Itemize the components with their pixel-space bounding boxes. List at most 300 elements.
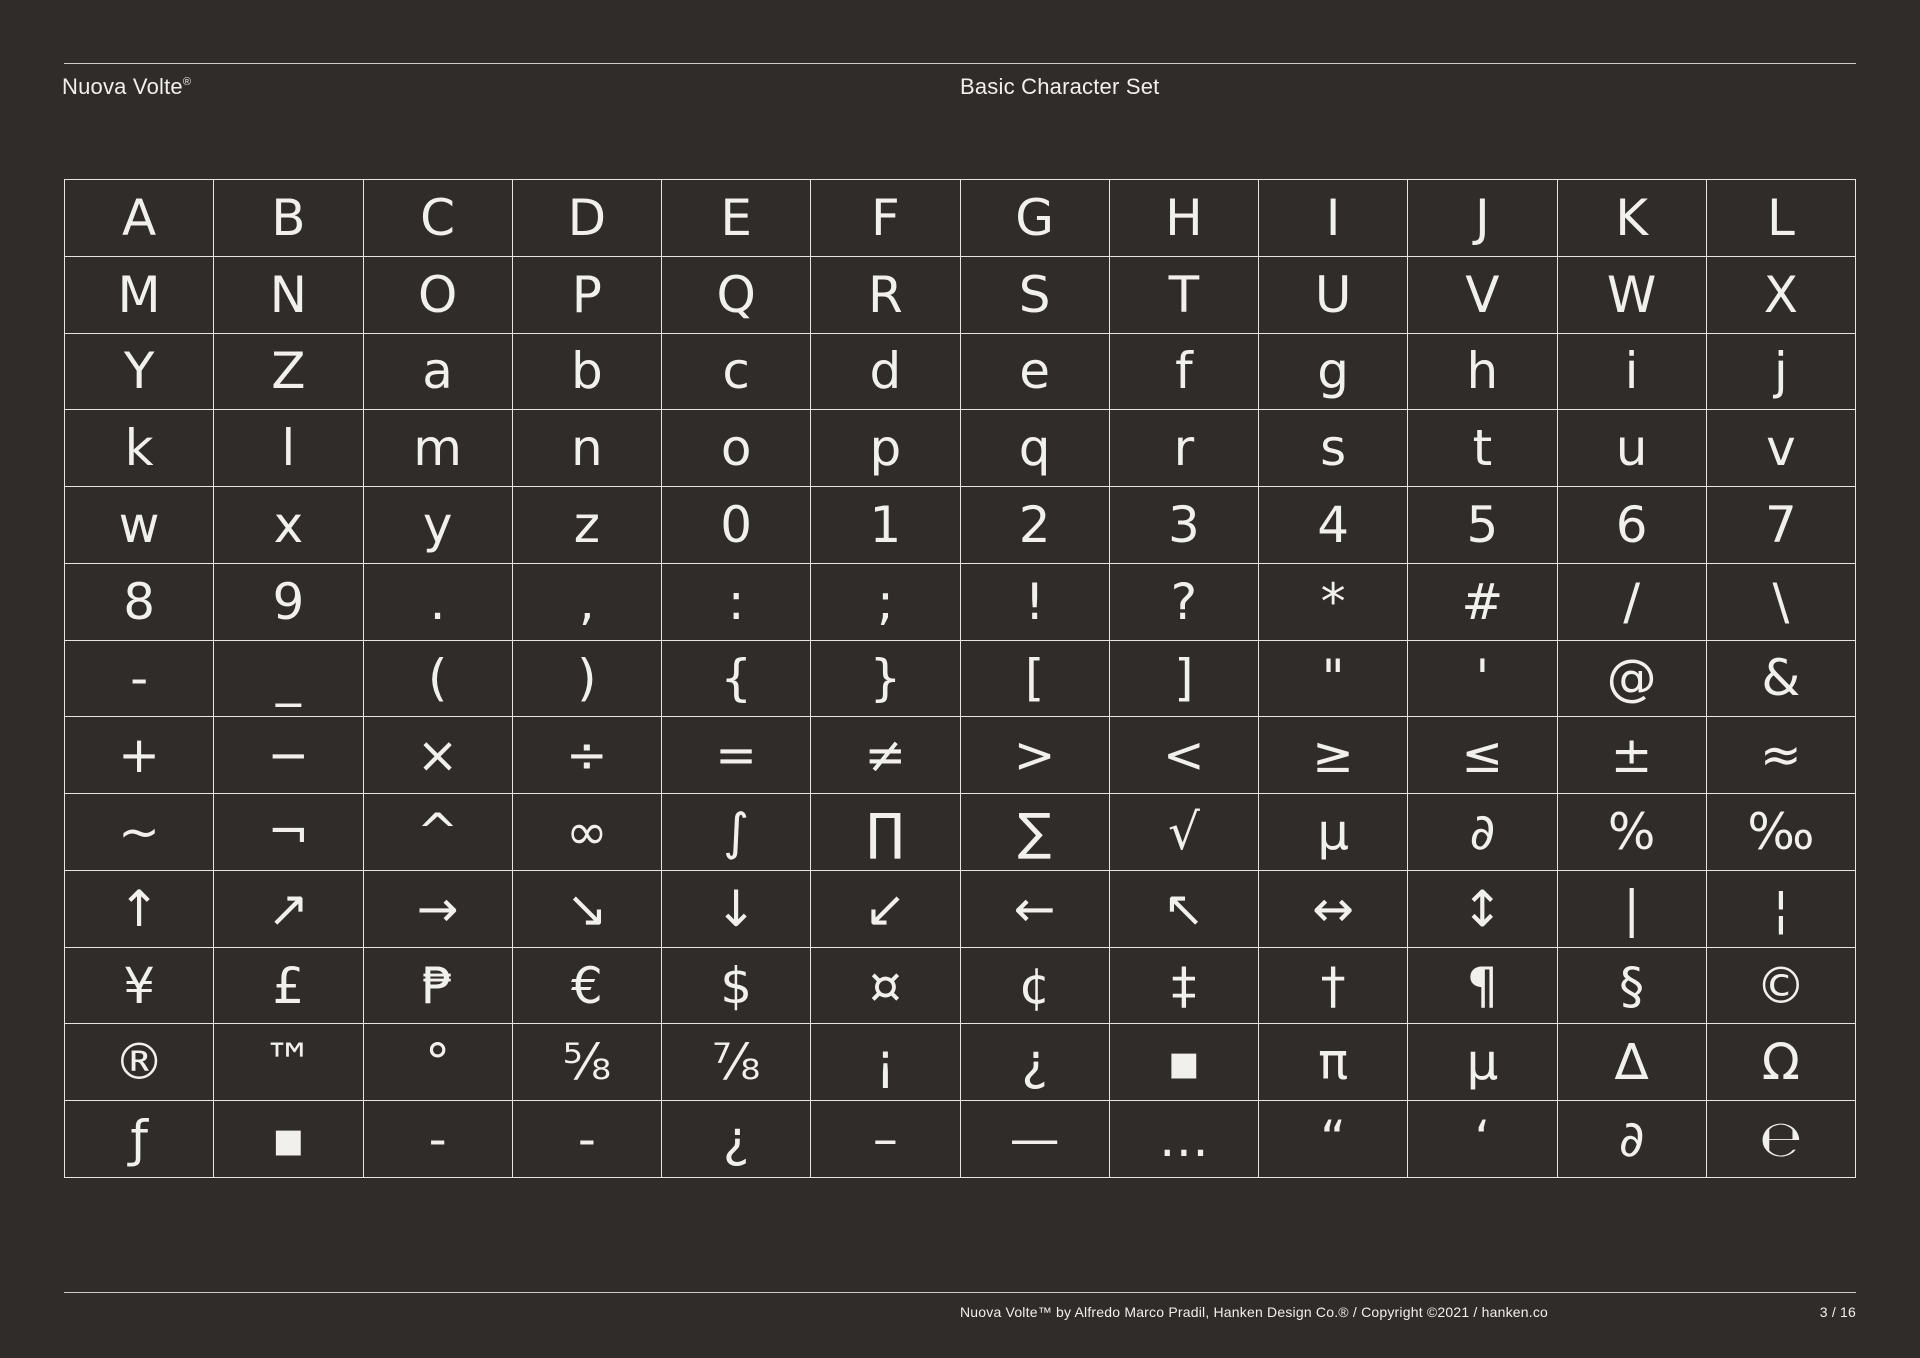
glyph-cell [65, 564, 214, 641]
glyph: . [429, 572, 446, 631]
glyph: – [872, 1110, 898, 1169]
glyph-cell [961, 564, 1110, 641]
glyph: { [720, 649, 753, 708]
glyph-cell [1408, 794, 1557, 871]
glyph-cell [811, 334, 960, 411]
glyph-cell [214, 257, 363, 334]
glyph: x [273, 495, 304, 554]
glyph: ≈ [1759, 726, 1802, 785]
glyph-cell [214, 410, 363, 487]
glyph: $ [720, 956, 753, 1015]
glyph: 4 [1317, 495, 1350, 554]
glyph: > [1013, 726, 1056, 785]
glyph: a [422, 342, 453, 401]
glyph: 0 [720, 495, 753, 554]
glyph-cell [1259, 641, 1408, 718]
glyph: B [271, 188, 306, 247]
glyph-cell [364, 871, 513, 948]
glyph-cell [1259, 257, 1408, 334]
glyph-cell [1110, 257, 1259, 334]
glyph: ¶ [1466, 956, 1499, 1015]
glyph-cell [1110, 487, 1259, 564]
glyph-cell [364, 717, 513, 794]
glyph: f [1175, 342, 1193, 401]
page-number: 3 / 16 [1819, 1304, 1856, 1320]
glyph: b [571, 342, 603, 401]
glyph-cell [1408, 1024, 1557, 1101]
glyph-cell [364, 410, 513, 487]
glyph-cell [214, 1024, 363, 1101]
glyph: V [1465, 265, 1500, 324]
glyph-cell [1408, 564, 1557, 641]
glyph: 7 [1764, 495, 1797, 554]
glyph: † [1320, 956, 1346, 1015]
glyph-cell [65, 948, 214, 1025]
glyph: ÷ [565, 726, 608, 785]
glyph: 3 [1167, 495, 1200, 554]
glyph: ™ [263, 1033, 314, 1092]
glyph: - [130, 649, 149, 708]
glyph-cell [513, 564, 662, 641]
glyph: µ [1466, 1033, 1499, 1092]
glyph: ↕ [1461, 879, 1504, 938]
glyph-cell [65, 487, 214, 564]
glyph: m [413, 419, 462, 478]
glyph: } [869, 649, 902, 708]
glyph-cell [1707, 564, 1856, 641]
glyph: ) [577, 649, 597, 708]
glyph: X [1763, 265, 1798, 324]
registered-mark: ® [182, 76, 192, 88]
glyph-cell [961, 794, 1110, 871]
glyph-cell [1707, 487, 1856, 564]
glyph-cell [1259, 410, 1408, 487]
glyph: Q [716, 265, 756, 324]
glyph-cell [1558, 948, 1707, 1025]
glyph-cell [214, 794, 363, 871]
glyph-cell [1408, 871, 1557, 948]
glyph: £ [272, 956, 305, 1015]
glyph-cell [65, 410, 214, 487]
glyph: g [1317, 342, 1349, 401]
glyph-cell [1259, 1101, 1408, 1178]
glyph: ! [1024, 572, 1045, 631]
glyph: i [1624, 342, 1639, 401]
top-divider [64, 63, 1856, 64]
glyph-cell [513, 717, 662, 794]
glyph: ‡ [1171, 956, 1197, 1015]
glyph: § [1619, 956, 1645, 1015]
glyph-cell [1558, 487, 1707, 564]
glyph: N [269, 265, 308, 324]
glyph: ® [114, 1033, 165, 1092]
glyph: “ [1320, 1110, 1347, 1169]
glyph-cell [1259, 1024, 1408, 1101]
glyph: ^ [416, 803, 459, 862]
glyph: I [1325, 188, 1341, 247]
glyph: ∂ [1618, 1110, 1645, 1169]
glyph-cell [364, 641, 513, 718]
glyph-cell [662, 871, 811, 948]
glyph: R [868, 265, 903, 324]
brand-title [62, 74, 191, 100]
glyph-cell [1408, 410, 1557, 487]
glyph: ‘ [1474, 1110, 1491, 1169]
glyph-cell [65, 871, 214, 948]
glyph: v [1766, 419, 1796, 478]
glyph-cell [1707, 257, 1856, 334]
glyph-cell [513, 1101, 662, 1178]
glyph: j [1773, 342, 1788, 401]
glyph: r [1173, 419, 1195, 478]
glyph: ≤ [1461, 726, 1504, 785]
glyph: … [1158, 1110, 1209, 1169]
glyph-cell [1259, 717, 1408, 794]
glyph-cell [1558, 641, 1707, 718]
glyph: U [1314, 265, 1352, 324]
glyph: L [1766, 188, 1795, 247]
glyph-cell [1408, 334, 1557, 411]
glyph-cell [961, 410, 1110, 487]
glyph-cell [214, 641, 363, 718]
glyph-cell [513, 334, 662, 411]
glyph-cell [961, 1024, 1110, 1101]
glyph: E [720, 188, 752, 247]
glyph-cell [662, 948, 811, 1025]
glyph: ⅞ [711, 1033, 761, 1092]
glyph-cell [1707, 794, 1856, 871]
glyph-cell [811, 257, 960, 334]
glyph: √ [1167, 803, 1200, 862]
glyph-cell [1110, 641, 1259, 718]
glyph-cell [811, 871, 960, 948]
glyph: J [1475, 188, 1490, 247]
glyph: ¢ [1018, 956, 1051, 1015]
glyph: ¿ [1021, 1033, 1048, 1092]
glyph-cell [1558, 334, 1707, 411]
glyph: K [1615, 188, 1649, 247]
glyph: ↑ [118, 879, 161, 938]
glyph: d [869, 342, 902, 401]
glyph: ← [1013, 879, 1056, 938]
glyph-cell [214, 334, 363, 411]
glyph-cell [1110, 410, 1259, 487]
glyph: u [1615, 419, 1648, 478]
glyph: s [1320, 419, 1347, 478]
glyph-cell [811, 641, 960, 718]
glyph-cell [662, 180, 811, 257]
glyph-cell [1408, 717, 1557, 794]
glyph: F [870, 188, 900, 247]
glyph-cell [1408, 257, 1557, 334]
glyph: Z [271, 342, 306, 401]
footer-credit: Nuova Volte™ by Alfredo Marco Pradil, Hanken Design Co.® / Copyright ©2021 / hanken.co [960, 1304, 1549, 1320]
bottom-divider [64, 1292, 1856, 1293]
glyph: - [577, 1110, 596, 1169]
glyph: ≥ [1312, 726, 1355, 785]
glyph-cell [961, 641, 1110, 718]
glyph-cell [1558, 717, 1707, 794]
glyph-cell [961, 334, 1110, 411]
glyph-cell [513, 871, 662, 948]
glyph-cell [513, 641, 662, 718]
glyph-cell [1707, 410, 1856, 487]
glyph: ( [427, 649, 448, 708]
glyph-cell [364, 1101, 513, 1178]
glyph-cell [961, 1101, 1110, 1178]
glyph-cell [1259, 871, 1408, 948]
glyph: h [1466, 342, 1499, 401]
glyph-cell [662, 487, 811, 564]
glyph-cell [811, 794, 960, 871]
glyph-cell [1558, 871, 1707, 948]
glyph: T [1168, 265, 1200, 324]
glyph: 5 [1466, 495, 1499, 554]
glyph: ¿ [722, 1110, 750, 1169]
glyph: → [416, 879, 459, 938]
glyph-cell [513, 948, 662, 1025]
glyph-cell [1110, 1101, 1259, 1178]
glyph-cell [811, 180, 960, 257]
glyph: _ [275, 649, 301, 708]
glyph-cell [65, 180, 214, 257]
glyph: ‰ [1747, 803, 1815, 862]
glyph: ↓ [715, 879, 758, 938]
glyph: l [281, 419, 296, 478]
glyph: # [1461, 572, 1504, 631]
glyph: \ [1772, 572, 1790, 631]
glyph: − [267, 726, 310, 785]
glyph-cell [513, 180, 662, 257]
glyph: p [869, 419, 902, 478]
glyph-cell [1558, 410, 1707, 487]
glyph-cell [1707, 1101, 1856, 1178]
glyph-cell [214, 564, 363, 641]
glyph-cell [662, 334, 811, 411]
glyph-cell [214, 717, 363, 794]
glyph: ₱ [421, 956, 454, 1015]
glyph-cell [65, 334, 214, 411]
glyph: 6 [1615, 495, 1648, 554]
glyph-cell [1408, 487, 1557, 564]
glyph-cell [1707, 180, 1856, 257]
glyph: A [122, 188, 157, 247]
glyph: G [1015, 188, 1054, 247]
glyph-cell [1558, 180, 1707, 257]
section-title: Basic Character Set [960, 74, 1160, 99]
glyph-cell [214, 1101, 363, 1178]
glyph: / [1623, 572, 1641, 631]
glyph-cell [1110, 180, 1259, 257]
glyph-cell [65, 641, 214, 718]
glyph: ▪ [1166, 1033, 1201, 1092]
glyph-cell [1707, 1024, 1856, 1101]
glyph: ∞ [566, 803, 608, 862]
glyph: ° [425, 1033, 451, 1092]
glyph: k [124, 419, 154, 478]
glyph-cell [811, 717, 960, 794]
glyph: ↘ [565, 879, 608, 938]
glyph: ∂ [1469, 803, 1496, 862]
glyph-cell [214, 871, 363, 948]
glyph: t [1472, 419, 1493, 478]
glyph-cell [1707, 717, 1856, 794]
glyph: C [420, 188, 456, 247]
glyph: & [1761, 649, 1801, 708]
glyph-cell [1408, 641, 1557, 718]
glyph: ↗ [267, 879, 310, 938]
glyph: ∑ [1017, 803, 1052, 862]
glyph: n [571, 419, 603, 478]
glyph-cell [811, 410, 960, 487]
glyph: P [571, 265, 602, 324]
glyph-cell [65, 794, 214, 871]
glyph: o [720, 419, 752, 478]
glyph: M [117, 265, 161, 324]
glyph: 9 [272, 572, 305, 631]
glyph: µ [1317, 803, 1350, 862]
character-grid [64, 179, 1856, 1178]
glyph-cell [961, 487, 1110, 564]
glyph-cell [1110, 871, 1259, 948]
glyph-cell [662, 410, 811, 487]
glyph: ¬ [267, 803, 310, 862]
glyph-cell [1408, 180, 1557, 257]
glyph-cell [214, 948, 363, 1025]
glyph: Ω [1761, 1033, 1800, 1092]
glyph: π [1318, 1033, 1349, 1092]
glyph: c [722, 342, 750, 401]
glyph-cell [1408, 948, 1557, 1025]
glyph: Y [123, 342, 155, 401]
glyph-cell [364, 334, 513, 411]
glyph: ƒ [130, 1110, 148, 1169]
glyph-cell [1707, 641, 1856, 718]
glyph-cell [513, 794, 662, 871]
glyph-cell [364, 180, 513, 257]
glyph: ¥ [123, 956, 156, 1015]
glyph: ↙ [864, 879, 907, 938]
glyph: ↔ [1312, 879, 1355, 938]
glyph: q [1018, 419, 1051, 478]
glyph-cell [65, 1101, 214, 1178]
glyph-cell [662, 641, 811, 718]
glyph: 8 [123, 572, 156, 631]
glyph: y [422, 495, 453, 554]
glyph-cell [811, 564, 960, 641]
glyph-cell [364, 564, 513, 641]
glyph: ± [1610, 726, 1653, 785]
glyph-cell [961, 948, 1110, 1025]
glyph-cell [364, 948, 513, 1025]
glyph: 1 [869, 495, 902, 554]
glyph: @ [1606, 649, 1657, 708]
glyph: < [1162, 726, 1205, 785]
glyph-cell [513, 410, 662, 487]
glyph-cell [811, 487, 960, 564]
glyph-cell [1558, 1101, 1707, 1178]
glyph-cell [1408, 1101, 1557, 1178]
glyph-cell [1110, 1024, 1259, 1101]
glyph-cell [961, 871, 1110, 948]
glyph-cell [1259, 564, 1408, 641]
glyph: , [578, 572, 595, 631]
glyph: ; [876, 572, 894, 631]
glyph: D [567, 188, 607, 247]
glyph-cell [1707, 948, 1856, 1025]
glyph-cell [961, 717, 1110, 794]
glyph-cell [961, 257, 1110, 334]
glyph: [ [1024, 649, 1045, 708]
glyph-cell [1558, 564, 1707, 641]
glyph: " [1321, 649, 1345, 708]
glyph-cell [811, 948, 960, 1025]
glyph-cell [364, 1024, 513, 1101]
glyph: ] [1174, 649, 1194, 708]
glyph: × [416, 726, 459, 785]
glyph: ℮ [1759, 1110, 1803, 1169]
glyph-cell [364, 257, 513, 334]
glyph-cell [662, 1024, 811, 1101]
glyph-cell [513, 257, 662, 334]
glyph: % [1607, 803, 1656, 862]
glyph-cell [1707, 871, 1856, 948]
glyph-cell [1259, 794, 1408, 871]
glyph-cell [1259, 180, 1408, 257]
glyph-cell [1110, 794, 1259, 871]
glyph: W [1606, 265, 1657, 324]
glyph-cell [961, 180, 1110, 257]
glyph-cell [662, 717, 811, 794]
glyph: e [1019, 342, 1050, 401]
glyph: ▪ [271, 1110, 306, 1169]
glyph-cell [811, 1101, 960, 1178]
glyph: - [428, 1110, 447, 1169]
glyph: : [727, 572, 745, 631]
glyph: ¡ [875, 1033, 896, 1092]
glyph: 2 [1018, 495, 1051, 554]
glyph-cell [65, 1024, 214, 1101]
glyph-cell [811, 1024, 960, 1101]
glyph: w [118, 495, 160, 554]
glyph: ¤ [869, 956, 902, 1015]
glyph-cell [1707, 334, 1856, 411]
glyph-cell [662, 257, 811, 334]
glyph-cell [1259, 334, 1408, 411]
glyph: ' [1475, 649, 1490, 708]
glyph-cell [65, 717, 214, 794]
glyph-cell [662, 564, 811, 641]
glyph-cell [1110, 334, 1259, 411]
glyph-cell [364, 487, 513, 564]
glyph-cell [513, 487, 662, 564]
brand-name: Nuova Volte [62, 74, 183, 99]
glyph: ∏ [866, 803, 905, 862]
glyph-cell [65, 257, 214, 334]
glyph: S [1018, 265, 1051, 324]
glyph: ~ [118, 803, 161, 862]
glyph-cell [214, 180, 363, 257]
glyph-cell [662, 794, 811, 871]
glyph: € [570, 956, 603, 1015]
glyph-cell [1110, 948, 1259, 1025]
glyph: © [1755, 956, 1806, 1015]
glyph: ∆ [1614, 1033, 1649, 1092]
glyph: = [715, 726, 758, 785]
glyph: O [417, 265, 458, 324]
glyph: — [1009, 1110, 1060, 1169]
glyph-cell [1259, 948, 1408, 1025]
